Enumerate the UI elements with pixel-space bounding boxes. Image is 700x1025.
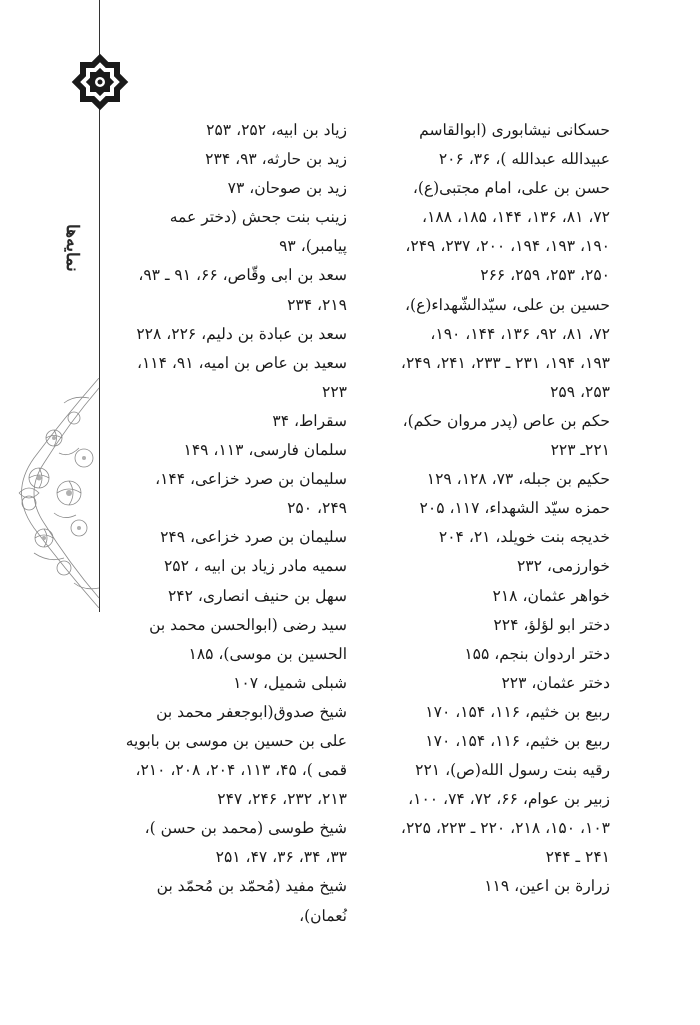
index-entry: زید بن حارثه، ۹۳، ۲۳۴	[205, 150, 347, 169]
index-entry: خوارزمی، ۲۳۲	[516, 557, 610, 576]
index-column-right	[398, 116, 610, 902]
index-entry: شیخ طوسی (محمد بن حسن )، ۳۳، ۳۴، ۳۶، ۴۷، ۲۵۱	[144, 819, 347, 867]
index-entry: خدیجه بنت خویلد، ۲۱، ۲۰۴	[438, 528, 610, 547]
index-entry: سلیمان بن صرد خزاعی، ۲۴۹	[160, 528, 347, 547]
index-entry: حسکانی نیشابوری (ابوالقاسم عبیدالله عبدالله )، ۳۶، ۲۰۶	[419, 121, 610, 169]
index-entry: شبلی شمیل، ۱۰۷	[233, 673, 347, 692]
section-side-title: نمایه‌ها	[62, 224, 82, 272]
index-entry: حکم بن عاص (پدر مروان حکم)، ۲۲۱ـ ۲۲۳	[402, 411, 610, 460]
index-entry: دختر اردوان بنجم، ۱۵۵	[464, 644, 610, 663]
index-entry: زید بن صوحان، ۷۳	[227, 179, 347, 198]
index-entry: سلمان فارسی، ۱۱۳، ۱۴۹	[183, 441, 347, 460]
index-entry: سمیه مادر زیاد بن ابیه ، ۲۵۲	[163, 557, 347, 576]
index-entry: حکیم بن جبله، ۷۳، ۱۲۸، ۱۲۹	[426, 470, 610, 489]
index-entry: زبیر بن عوام، ۶۶، ۷۲، ۷۴، ۱۰۰، ۱۰۳، ۱۵۰، ۲۱۸، ۲۲۰ ـ ۲۲۳، ۲۲۵، ۲۴۱ ـ ۲۴۴	[400, 790, 610, 867]
star-ornament-icon	[70, 52, 130, 112]
index-entry: سقراط، ۳۴	[272, 411, 347, 430]
index-entry: سید رضی (ابوالحسن محمد بن الحسین بن موسی)، ۱۸۵	[149, 615, 347, 663]
index-entry: حمزه سیّد الشهداء، ۱۱۷، ۲۰۵	[419, 499, 610, 518]
index-column-left	[125, 116, 347, 931]
index-entry: سعید بن عاص بن امیه، ۹۱، ۱۱۴، ۲۲۳	[136, 353, 347, 401]
index-entry: ربیع بن خثیم، ۱۱۶، ۱۵۴، ۱۷۰	[425, 731, 610, 750]
index-entry: سهل بن حنیف انصاری، ۲۴۲	[167, 586, 347, 605]
floral-ornament-icon	[4, 378, 104, 608]
index-entry: سعد بن عبادة بن دلیم، ۲۲۶، ۲۲۸	[136, 324, 347, 343]
index-entry: سلیمان بن صرد خزاعی، ۱۴۴، ۲۴۹، ۲۵۰	[155, 470, 347, 518]
index-entry: دختر ابو لؤلؤ، ۲۲۴	[493, 615, 610, 634]
index-entry: حسین بن علی، سیّدالشّهداء(ع)، ۷۲، ۸۱، ۹۲، ۱۳۶، ۱۴۴، ۱۹۰، ۱۹۳، ۱۹۴، ۲۳۱ ـ ۲۳۳، ۲۴۱، ۲۴۹، ۲۵۳، ۲۵۹	[400, 295, 610, 401]
index-entry: حسن بن علی، امام مجتبی(ع)، ۷۲، ۸۱، ۱۳۶، ۱۴۴، ۱۸۵، ۱۸۸، ۱۹۰، ۱۹۳، ۱۹۴، ۲۰۰، ۲۳۷، ۲۴۹، ۲۵۰، ۲۵۳، ۲۵۹، ۲۶۶	[405, 179, 610, 285]
index-entry: شیخ صدوق(ابوجعفر محمد بن علی بن حسین بن موسی بن بابویه قمی )، ۴۵، ۱۱۳، ۲۰۴، ۲۰۸، ۲۱۰، ۲۱۳، ۲۳۲، ۲۴۶، ۲۴۷	[125, 702, 347, 809]
index-entry: رقیه بنت رسول الله(ص)، ۲۲۱	[415, 761, 610, 780]
index-entry: زیاد بن ابیه، ۲۵۲، ۲۵۳	[206, 121, 347, 139]
index-entry: ربیع بن خثیم، ۱۱۶، ۱۵۴، ۱۷۰	[425, 702, 610, 721]
index-entry: دختر عثمان، ۲۲۳	[501, 673, 610, 692]
index-entry: زینب بنت جحش (دختر عمه پیامبر)، ۹۳	[169, 208, 347, 256]
index-entry: سعد بن ابی وقّاص، ۶۶، ۹۱ ـ ۹۳، ۲۱۹، ۲۳۴	[138, 266, 347, 314]
index-entry: شیخ مفید (مُحمّد بن مُحمّد بن نُعمان)،	[156, 877, 347, 925]
index-entry: خواهر عثمان، ۲۱۸	[492, 586, 610, 605]
index-entry: زرارة بن اعین، ۱۱۹	[484, 877, 610, 896]
